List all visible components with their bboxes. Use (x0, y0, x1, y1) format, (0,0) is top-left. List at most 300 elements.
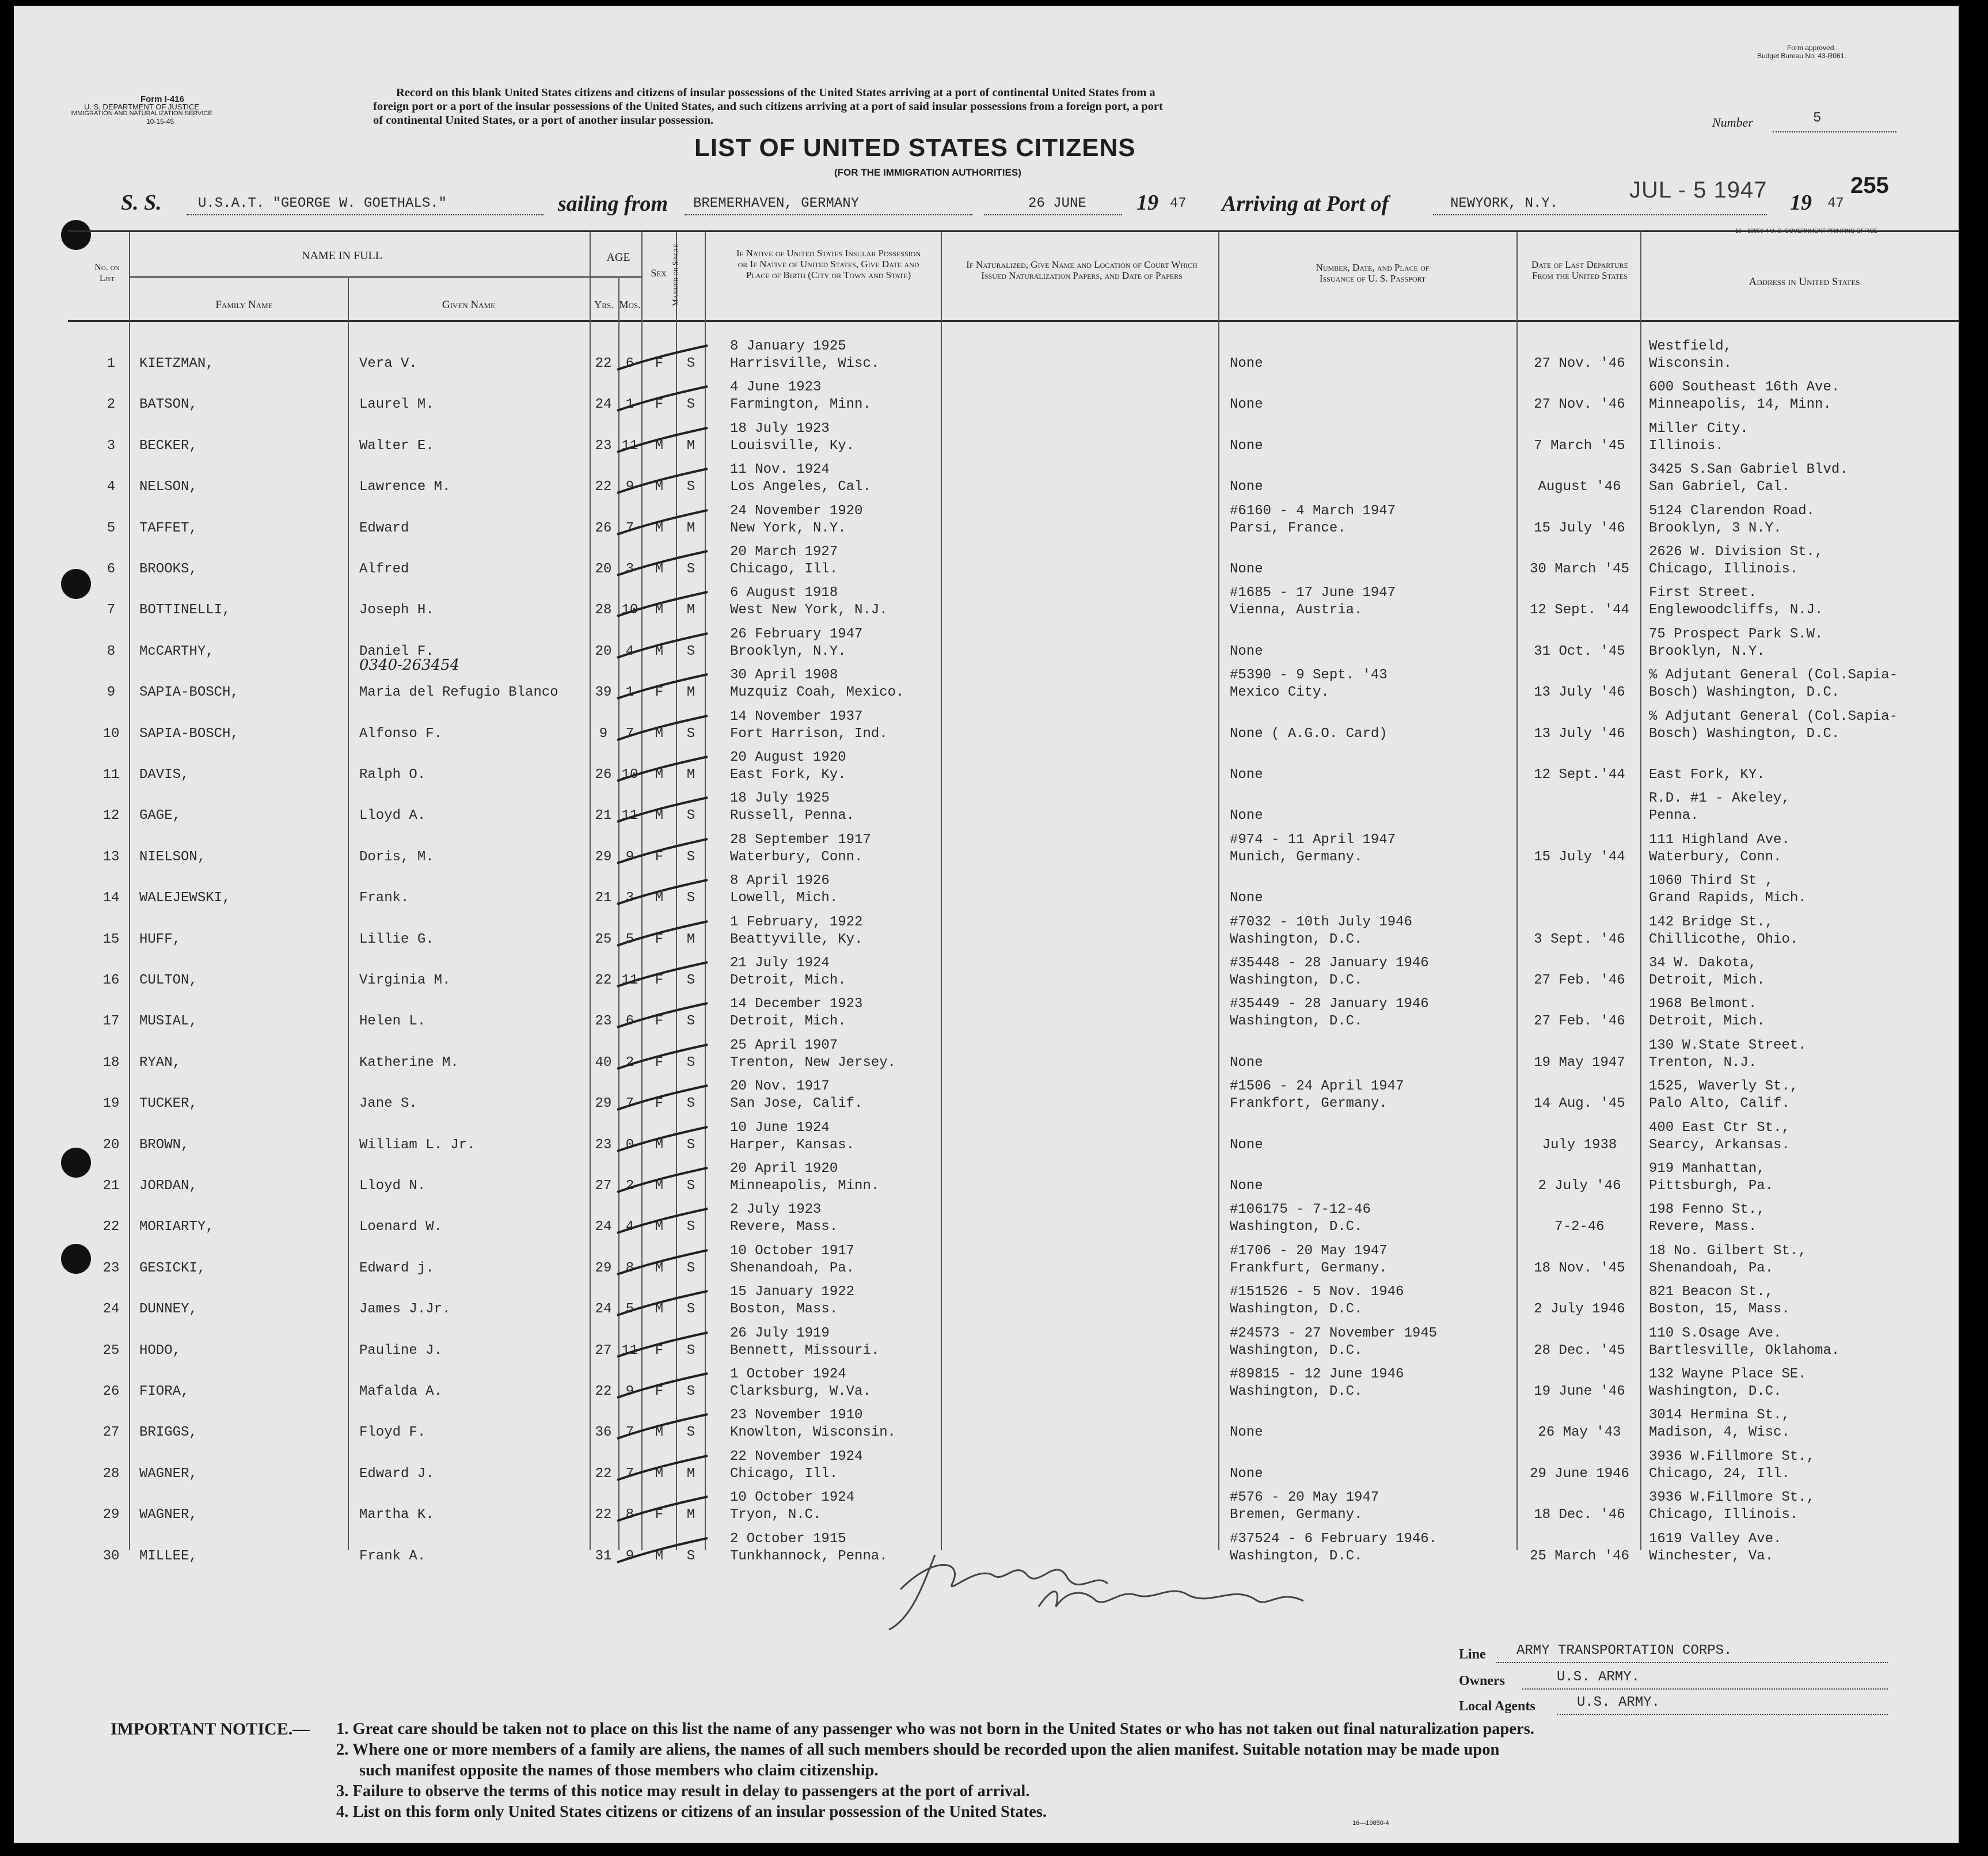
passenger-birth1: 20 Nov. 1917 (730, 1079, 830, 1095)
passenger-birth2: Tryon, N.C. (730, 1507, 822, 1523)
check-mark (613, 630, 710, 665)
passenger-pass1: #576 - 20 May 1947 (1230, 1490, 1379, 1506)
passenger-ms: S (686, 1178, 695, 1194)
passenger-addr2: Chillicothe, Ohio. (1649, 931, 1799, 947)
passenger-addr2: Chicago, Illinois. (1649, 561, 1799, 577)
passenger-addr1: 110 S.Osage Ave. (1649, 1325, 1782, 1341)
passenger-pass2: None (1230, 1466, 1263, 1482)
passenger-mos: 8 (625, 1507, 634, 1523)
passenger-ms: S (686, 1054, 695, 1071)
passenger-no: 24 (102, 1301, 120, 1318)
passenger-birth1: 21 July 1924 (730, 955, 830, 971)
owners-underline (1522, 1688, 1888, 1690)
passenger-family: RYAN, (139, 1054, 181, 1071)
passenger-mos: 4 (625, 1219, 634, 1235)
passenger-addr2: Washington, D.C. (1649, 1384, 1782, 1399)
passenger-birth2: Tunkhannock, Penna. (730, 1548, 888, 1564)
passenger-pass1: #106175 - 7-12-46 (1230, 1202, 1371, 1218)
passenger-ms: S (686, 1096, 695, 1112)
passenger-birth1: 11 Nov. 1924 (730, 462, 830, 478)
passenger-pass2: Parsi, France. (1230, 520, 1346, 536)
passenger-birth2: Revere, Mass. (730, 1219, 838, 1235)
header-given-name: Given Name (442, 299, 496, 311)
passenger-mos: 7 (625, 726, 634, 742)
passenger-birth2: Beattyville, Ky. (730, 931, 863, 947)
passenger-birth1: 24 November 1920 (730, 503, 863, 519)
passenger-addr1: 3014 Hermina St., (1649, 1407, 1790, 1424)
passenger-mos: 9 (625, 849, 634, 865)
passenger-given: Vera V. (359, 356, 417, 371)
line-label: Line (1459, 1647, 1486, 1662)
passenger-mos: 1 (625, 685, 634, 701)
passenger-birth2: Waterbury, Conn. (730, 849, 863, 865)
passenger-ms: M (686, 767, 695, 783)
check-mark (613, 1329, 710, 1364)
passenger-sex: M (655, 1137, 664, 1153)
passenger-yrs: 24 (595, 1219, 612, 1235)
passenger-family: CULTON, (139, 973, 197, 988)
passenger-sex: M (655, 479, 664, 495)
passenger-given: Walter E. (359, 438, 434, 454)
check-mark (613, 1411, 710, 1445)
owners-label: Owners (1459, 1673, 1505, 1688)
passenger-mos: 9 (625, 479, 634, 495)
passenger-given: Lloyd A. (359, 808, 426, 824)
passenger-addr2: Grand Rapids, Mich. (1649, 890, 1807, 906)
passenger-yrs: 23 (595, 1137, 612, 1153)
passenger-birth2: Minneapolis, Minn. (730, 1178, 880, 1194)
passenger-family: MUSIAL, (139, 1014, 197, 1030)
passenger-dep: 26 May '43 (1538, 1425, 1621, 1441)
page-stamp: 255 (1850, 173, 1889, 198)
passenger-family: GESICKI, (139, 1260, 206, 1276)
passenger-family: SAPIA-BOSCH, (139, 726, 239, 742)
passenger-no: 19 (102, 1096, 120, 1112)
passenger-addr1: 75 Prospect Park S.W. (1649, 626, 1823, 642)
passenger-yrs: 27 (595, 1342, 612, 1358)
passenger-addr2: Detroit, Mich. (1649, 1014, 1765, 1030)
passenger-addr1: 1968 Belmont. (1649, 996, 1757, 1012)
passenger-no: 1 (107, 356, 116, 371)
passenger-dep: 31 Oct. '45 (1534, 643, 1625, 659)
passenger-dep: 2 July '46 (1538, 1178, 1621, 1194)
passenger-ms: S (686, 479, 695, 495)
passenger-mos: 6 (625, 356, 634, 371)
passenger-dep: 19 May 1947 (1534, 1054, 1625, 1071)
passenger-mos: 3 (625, 561, 634, 577)
passenger-mos: 9 (625, 1384, 634, 1399)
passenger-pass2: None (1230, 808, 1263, 824)
passenger-yrs: 22 (595, 1507, 612, 1523)
passenger-mos: 2 (625, 1178, 634, 1194)
passenger-family: NIELSON, (139, 849, 206, 865)
passenger-ms: S (686, 643, 695, 659)
passenger-addr2: Wisconsin. (1649, 356, 1732, 371)
passenger-ms: S (686, 1219, 695, 1235)
passenger-pass2: Washington, D.C. (1230, 1548, 1363, 1564)
passenger-ms: S (686, 356, 695, 371)
passenger-pass2: Bremen, Germany. (1230, 1507, 1363, 1523)
passenger-given: Edward J. (359, 1466, 434, 1482)
passenger-pass1: #974 - 11 April 1947 (1230, 832, 1396, 848)
passenger-ms: M (686, 1507, 695, 1523)
passenger-ms: S (686, 1301, 695, 1318)
passenger-pass2: None (1230, 438, 1263, 454)
sail-year: 47 (1170, 196, 1187, 211)
manifest-document (14, 6, 1959, 1843)
passenger-addr2: Englewoodcliffs, N.J. (1649, 602, 1823, 618)
passenger-addr2: Chicago, Illinois. (1649, 1507, 1799, 1523)
passenger-pass2: Washington, D.C. (1230, 1219, 1363, 1235)
notice-item-2: 2. Where one or more members of a family are aliens, the names of all such members should be recorded upon the alien manifest. Suitable notation may be made upon (336, 1741, 1500, 1759)
punch-hole (61, 1148, 91, 1178)
passenger-family: BROWN, (139, 1137, 189, 1153)
passenger-yrs: 21 (595, 808, 612, 824)
passenger-ms: S (686, 1548, 695, 1564)
from-underline (685, 214, 972, 215)
passenger-sex: M (655, 438, 664, 454)
passenger-family: TAFFET, (139, 520, 197, 536)
passenger-birth1: 10 June 1924 (730, 1119, 830, 1136)
passenger-dep: 29 June 1946 (1530, 1466, 1629, 1482)
passenger-given: Virginia M. (359, 973, 451, 988)
passenger-pass1: #24573 - 27 November 1945 (1230, 1325, 1438, 1341)
check-mark (613, 671, 710, 705)
passenger-pass2: Washington, D.C. (1230, 1384, 1363, 1399)
passenger-mos: 3 (625, 890, 634, 906)
passenger-dep: 13 July '46 (1534, 685, 1625, 701)
passenger-given: Katherine M. (359, 1054, 459, 1071)
passenger-birth2: West New York, N.J. (730, 602, 888, 618)
passenger-family: MILLEE, (139, 1548, 197, 1564)
arrival-stamp: JUL - 5 1947 (1629, 177, 1767, 203)
passenger-family: NELSON, (139, 479, 197, 495)
passenger-sex: F (655, 1096, 664, 1112)
passenger-yrs: 28 (595, 602, 612, 618)
agents-underline (1557, 1714, 1888, 1715)
passenger-birth2: Trenton, New Jersey. (730, 1054, 896, 1071)
passenger-addr2: Pittsburgh, Pa. (1649, 1178, 1774, 1194)
check-mark (613, 836, 710, 870)
year-prefix-2: 19 (1790, 191, 1812, 215)
passenger-addr1: % Adjutant General (Col.Sapia- (1649, 708, 1898, 724)
date-underline (984, 214, 1122, 215)
form-date: 10-15-45 (146, 117, 174, 126)
passenger-dep: 30 March '45 (1530, 561, 1629, 577)
notice-item-1: 1. Great care should be taken not to place on this list the name of any passenger who was not born in the United States or who has not taken out final naturalization papers. (336, 1720, 1534, 1738)
arriving-label: Arriving at Port of (1222, 192, 1389, 216)
passenger-pass2: None (1230, 356, 1263, 371)
passenger-addr1: 142 Bridge St., (1649, 914, 1774, 930)
passenger-addr2: Madison, 4, Wisc. (1649, 1425, 1790, 1441)
passenger-dep: 27 Nov. '46 (1534, 397, 1625, 413)
passenger-ms: M (686, 602, 695, 618)
passenger-sex: M (655, 1260, 664, 1276)
passenger-yrs: 20 (595, 561, 612, 577)
passenger-mos: 1 (625, 397, 634, 413)
passenger-dep: 13 July '46 (1534, 726, 1625, 742)
passenger-given: Frank A. (359, 1548, 426, 1564)
passenger-ms: M (686, 438, 695, 454)
passenger-birth2: Bennett, Missouri. (730, 1342, 880, 1358)
passenger-given: Loenard W. (359, 1219, 443, 1235)
header-birth: If Native of United States Insular Possession or If Native of United States, Give Date and Place of Birth (City or Town and State) (736, 248, 921, 280)
passenger-no: 7 (107, 602, 116, 618)
passenger-given: Edward (359, 520, 409, 536)
passenger-given: Helen L. (359, 1014, 426, 1030)
instruction-line-3: of continental United States, or a port of another insular possession. (373, 114, 714, 127)
passenger-mos: 0 (625, 1137, 634, 1153)
passenger-birth1: 10 October 1917 (730, 1243, 855, 1259)
passenger-pass1: #5390 - 9 Sept. '43 (1230, 667, 1388, 684)
header-departure: Date of Last Departure From the United States (1531, 259, 1628, 281)
passenger-birth1: 4 June 1923 (730, 379, 822, 396)
passenger-dep: 12 Sept. '44 (1530, 602, 1629, 618)
passenger-addr2: Searcy, Arkansas. (1649, 1137, 1790, 1153)
passenger-mos: 11 (621, 438, 638, 454)
check-mark (613, 876, 710, 911)
passenger-given: James J.Jr. (359, 1301, 451, 1318)
passenger-given: Floyd F. (359, 1425, 426, 1441)
footer-code: 16—19850-4 (1352, 1820, 1389, 1827)
passenger-given: Lloyd N. (359, 1178, 426, 1194)
check-mark (613, 1452, 710, 1487)
passenger-given: Alfred (359, 561, 409, 577)
passenger-yrs: 22 (595, 1384, 612, 1399)
passenger-family: HODO, (139, 1342, 181, 1358)
passenger-given: Pauline J. (359, 1342, 443, 1358)
passenger-ms: M (686, 931, 695, 947)
year-prefix: 19 (1136, 191, 1158, 215)
passenger-dep: 28 Dec. '45 (1534, 1342, 1625, 1358)
passenger-sex: M (655, 767, 664, 783)
passenger-sex: F (655, 973, 664, 988)
check-mark (613, 1370, 710, 1405)
col-rule (129, 231, 130, 1550)
passenger-pass2: None (1230, 890, 1263, 906)
check-mark (613, 507, 710, 541)
check-mark (613, 959, 710, 993)
passenger-given: Lillie G. (359, 931, 434, 947)
passenger-addr2: Penna. (1649, 808, 1699, 824)
passenger-dep: 14 Aug. '45 (1534, 1096, 1625, 1112)
passenger-sex: M (655, 1301, 664, 1318)
passenger-dep: 7-2-46 (1554, 1219, 1605, 1235)
passenger-addr2: Brooklyn, N.Y. (1649, 643, 1765, 659)
passenger-birth2: Brooklyn, N.Y. (730, 643, 846, 659)
handwritten-annotation: 0340-263454 (359, 656, 460, 674)
passenger-addr1: 198 Fenno St., (1649, 1202, 1765, 1218)
passenger-birth2: Lowell, Mich. (730, 890, 838, 906)
passenger-no: 11 (102, 767, 120, 783)
passenger-addr1: Miller City. (1649, 420, 1748, 437)
passenger-addr1: 34 W. Dakota, (1649, 955, 1757, 971)
passenger-birth2: Harrisville, Wisc. (730, 356, 880, 371)
passenger-sex: M (655, 808, 664, 824)
passenger-birth1: 18 July 1925 (730, 791, 830, 807)
passenger-addr1: 919 Manhattan, (1649, 1161, 1765, 1176)
passenger-pass2: None (1230, 1137, 1263, 1153)
passenger-dep: August '46 (1538, 479, 1621, 495)
header-age: AGE (606, 251, 630, 264)
departure-port: BREMERHAVEN, GERMANY (693, 196, 860, 211)
sail-date: 26 JUNE (1028, 196, 1086, 211)
passenger-birth2: Harper, Kansas. (730, 1137, 855, 1153)
passenger-sex: F (655, 356, 664, 371)
passenger-sex: M (655, 1425, 664, 1441)
passenger-addr2: Bartlesville, Oklahoma. (1649, 1342, 1840, 1358)
passenger-pass2: Washington, D.C. (1230, 1301, 1363, 1318)
passenger-sex: F (655, 1384, 664, 1399)
check-mark (613, 383, 710, 417)
passenger-given: Ralph O. (359, 767, 426, 783)
passenger-yrs: 20 (595, 643, 612, 659)
passenger-yrs: 36 (595, 1425, 612, 1441)
passenger-sex: M (655, 890, 664, 906)
passenger-ms: S (686, 973, 695, 988)
passenger-addr1: % Adjutant General (Col.Sapia- (1649, 667, 1898, 684)
passenger-family: JORDAN, (139, 1178, 197, 1194)
passenger-addr2: Boston, 15, Mass. (1649, 1301, 1790, 1318)
passenger-birth1: 26 February 1947 (730, 626, 863, 642)
passenger-ms: M (686, 520, 695, 536)
passenger-yrs: 29 (595, 1260, 612, 1276)
passenger-pass1: #35449 - 28 January 1946 (1230, 996, 1429, 1012)
passenger-birth2: Fort Harrison, Ind. (730, 726, 888, 742)
passenger-no: 13 (102, 849, 120, 865)
passenger-birth2: Detroit, Mich. (730, 973, 846, 988)
passenger-addr1: R.D. #1 - Akeley, (1649, 791, 1790, 807)
passenger-dep: 12 Sept.'44 (1534, 767, 1625, 783)
passenger-ms: S (686, 890, 695, 906)
passenger-no: 18 (102, 1054, 120, 1071)
passenger-mos: 6 (625, 1014, 634, 1030)
passenger-pass2: Washington, D.C. (1230, 931, 1363, 947)
passenger-birth1: 22 November 1924 (730, 1448, 863, 1464)
passenger-sex: M (655, 1466, 664, 1482)
arrival-year: 47 (1827, 196, 1844, 211)
passenger-pass1: #151526 - 5 Nov. 1946 (1230, 1284, 1404, 1300)
passenger-birth1: 20 March 1927 (730, 544, 838, 560)
number-label: Number (1712, 115, 1753, 130)
passenger-yrs: 21 (595, 890, 612, 906)
passenger-dep: 3 Sept. '46 (1534, 931, 1625, 947)
passenger-birth2: Chicago, Ill. (730, 1466, 838, 1482)
passenger-pass1: #1685 - 17 June 1947 (1230, 585, 1396, 601)
passenger-addr2: Palo Alto, Calif. (1649, 1096, 1790, 1112)
passenger-birth1: 2 July 1923 (730, 1202, 822, 1218)
passenger-dep: 25 March '46 (1530, 1548, 1629, 1564)
passenger-no: 23 (102, 1260, 120, 1276)
passenger-mos: 11 (621, 973, 638, 988)
passenger-family: DUNNEY, (139, 1301, 197, 1318)
check-mark (613, 712, 710, 747)
check-mark (613, 1535, 710, 1569)
passenger-addr1: Westfield, (1649, 339, 1732, 354)
passenger-mos: 11 (621, 1342, 638, 1358)
passenger-no: 4 (107, 479, 116, 495)
check-mark (613, 1288, 710, 1322)
passenger-birth1: 15 January 1922 (730, 1284, 855, 1300)
passenger-pass2: None (1230, 561, 1263, 577)
passenger-addr1: 821 Beacon St., (1649, 1284, 1774, 1300)
arrival-port: NEWYORK, N.Y. (1450, 196, 1559, 211)
passenger-no: 6 (107, 561, 116, 577)
passenger-dep: 18 Nov. '45 (1534, 1260, 1625, 1276)
passenger-family: MORIARTY, (139, 1219, 214, 1235)
passenger-pass2: Munich, Germany. (1230, 849, 1363, 865)
passenger-family: BRIGGS, (139, 1425, 197, 1441)
instruction-line-1: Record on this blank United States citizens and citizens of insular possessions of the United States arriving at a port of continental United States from a (396, 86, 1155, 99)
passenger-birth2: Shenandoah, Pa. (730, 1260, 855, 1276)
passenger-birth1: 20 August 1920 (730, 750, 846, 765)
passenger-ms: S (686, 849, 695, 865)
passenger-ms: S (686, 1425, 695, 1441)
page-subtitle: (FOR THE IMMIGRATION AUTHORITIES) (834, 167, 1021, 178)
passenger-yrs: 27 (595, 1178, 612, 1194)
passenger-family: BROOKS, (139, 561, 197, 577)
passenger-birth1: 28 September 1917 (730, 832, 871, 848)
passenger-given: Jane S. (359, 1096, 417, 1112)
passenger-pass2: None (1230, 1178, 1263, 1194)
passenger-yrs: 24 (595, 1301, 612, 1318)
passenger-yrs: 29 (595, 1096, 612, 1112)
passenger-addr1: 600 Southeast 16th Ave. (1649, 379, 1840, 396)
passenger-addr2: Minneapolis, 14, Minn. (1649, 397, 1831, 413)
passenger-birth2: New York, N.Y. (730, 520, 846, 536)
passenger-sex: M (655, 726, 664, 742)
col-rule (1640, 231, 1641, 1550)
header-name-in-full: NAME IN FULL (302, 249, 382, 262)
passenger-family: BOTTINELLI, (139, 602, 231, 618)
passenger-no: 17 (102, 1014, 120, 1030)
budget-bureau: Budget Bureau No. 43-R061. (1757, 52, 1846, 60)
passenger-yrs: 31 (595, 1548, 612, 1564)
passenger-sex: F (655, 1014, 664, 1030)
passenger-given: Mafalda A. (359, 1384, 443, 1399)
passenger-sex: F (655, 1342, 664, 1358)
passenger-addr2: San Gabriel, Cal. (1649, 479, 1790, 495)
passenger-ms: S (686, 561, 695, 577)
passenger-sex: F (655, 931, 664, 947)
passenger-birth2: Knowlton, Wisconsin. (730, 1425, 896, 1441)
passenger-mos: 5 (625, 931, 634, 947)
line-value: ARMY TRANSPORTATION CORPS. (1516, 1643, 1732, 1658)
signature-image (866, 1520, 1338, 1635)
check-mark (613, 465, 710, 500)
passenger-addr2: Brooklyn, 3 N.Y. (1649, 520, 1782, 536)
passenger-ms: M (686, 685, 695, 701)
passenger-mos: 5 (625, 1301, 634, 1318)
passenger-mos: 4 (625, 643, 634, 659)
passenger-no: 3 (107, 438, 116, 454)
passenger-family: SAPIA-BOSCH, (139, 685, 239, 701)
passenger-pass1: #35448 - 28 January 1946 (1230, 955, 1429, 971)
passenger-dep: 27 Nov. '46 (1534, 356, 1625, 371)
passenger-no: 28 (102, 1466, 120, 1482)
passenger-yrs: 25 (595, 931, 612, 947)
header-family-name: Family Name (215, 299, 273, 311)
passenger-birth1: 2 October 1915 (730, 1531, 846, 1547)
passenger-yrs: 22 (595, 1466, 612, 1482)
passenger-yrs: 29 (595, 849, 612, 865)
check-mark (613, 589, 710, 623)
passenger-given: Joseph H. (359, 602, 434, 618)
passenger-ms: S (686, 726, 695, 742)
passenger-pass2: None ( A.G.O. Card) (1230, 726, 1388, 742)
check-mark (613, 1493, 710, 1528)
passenger-sex: F (655, 1507, 664, 1523)
